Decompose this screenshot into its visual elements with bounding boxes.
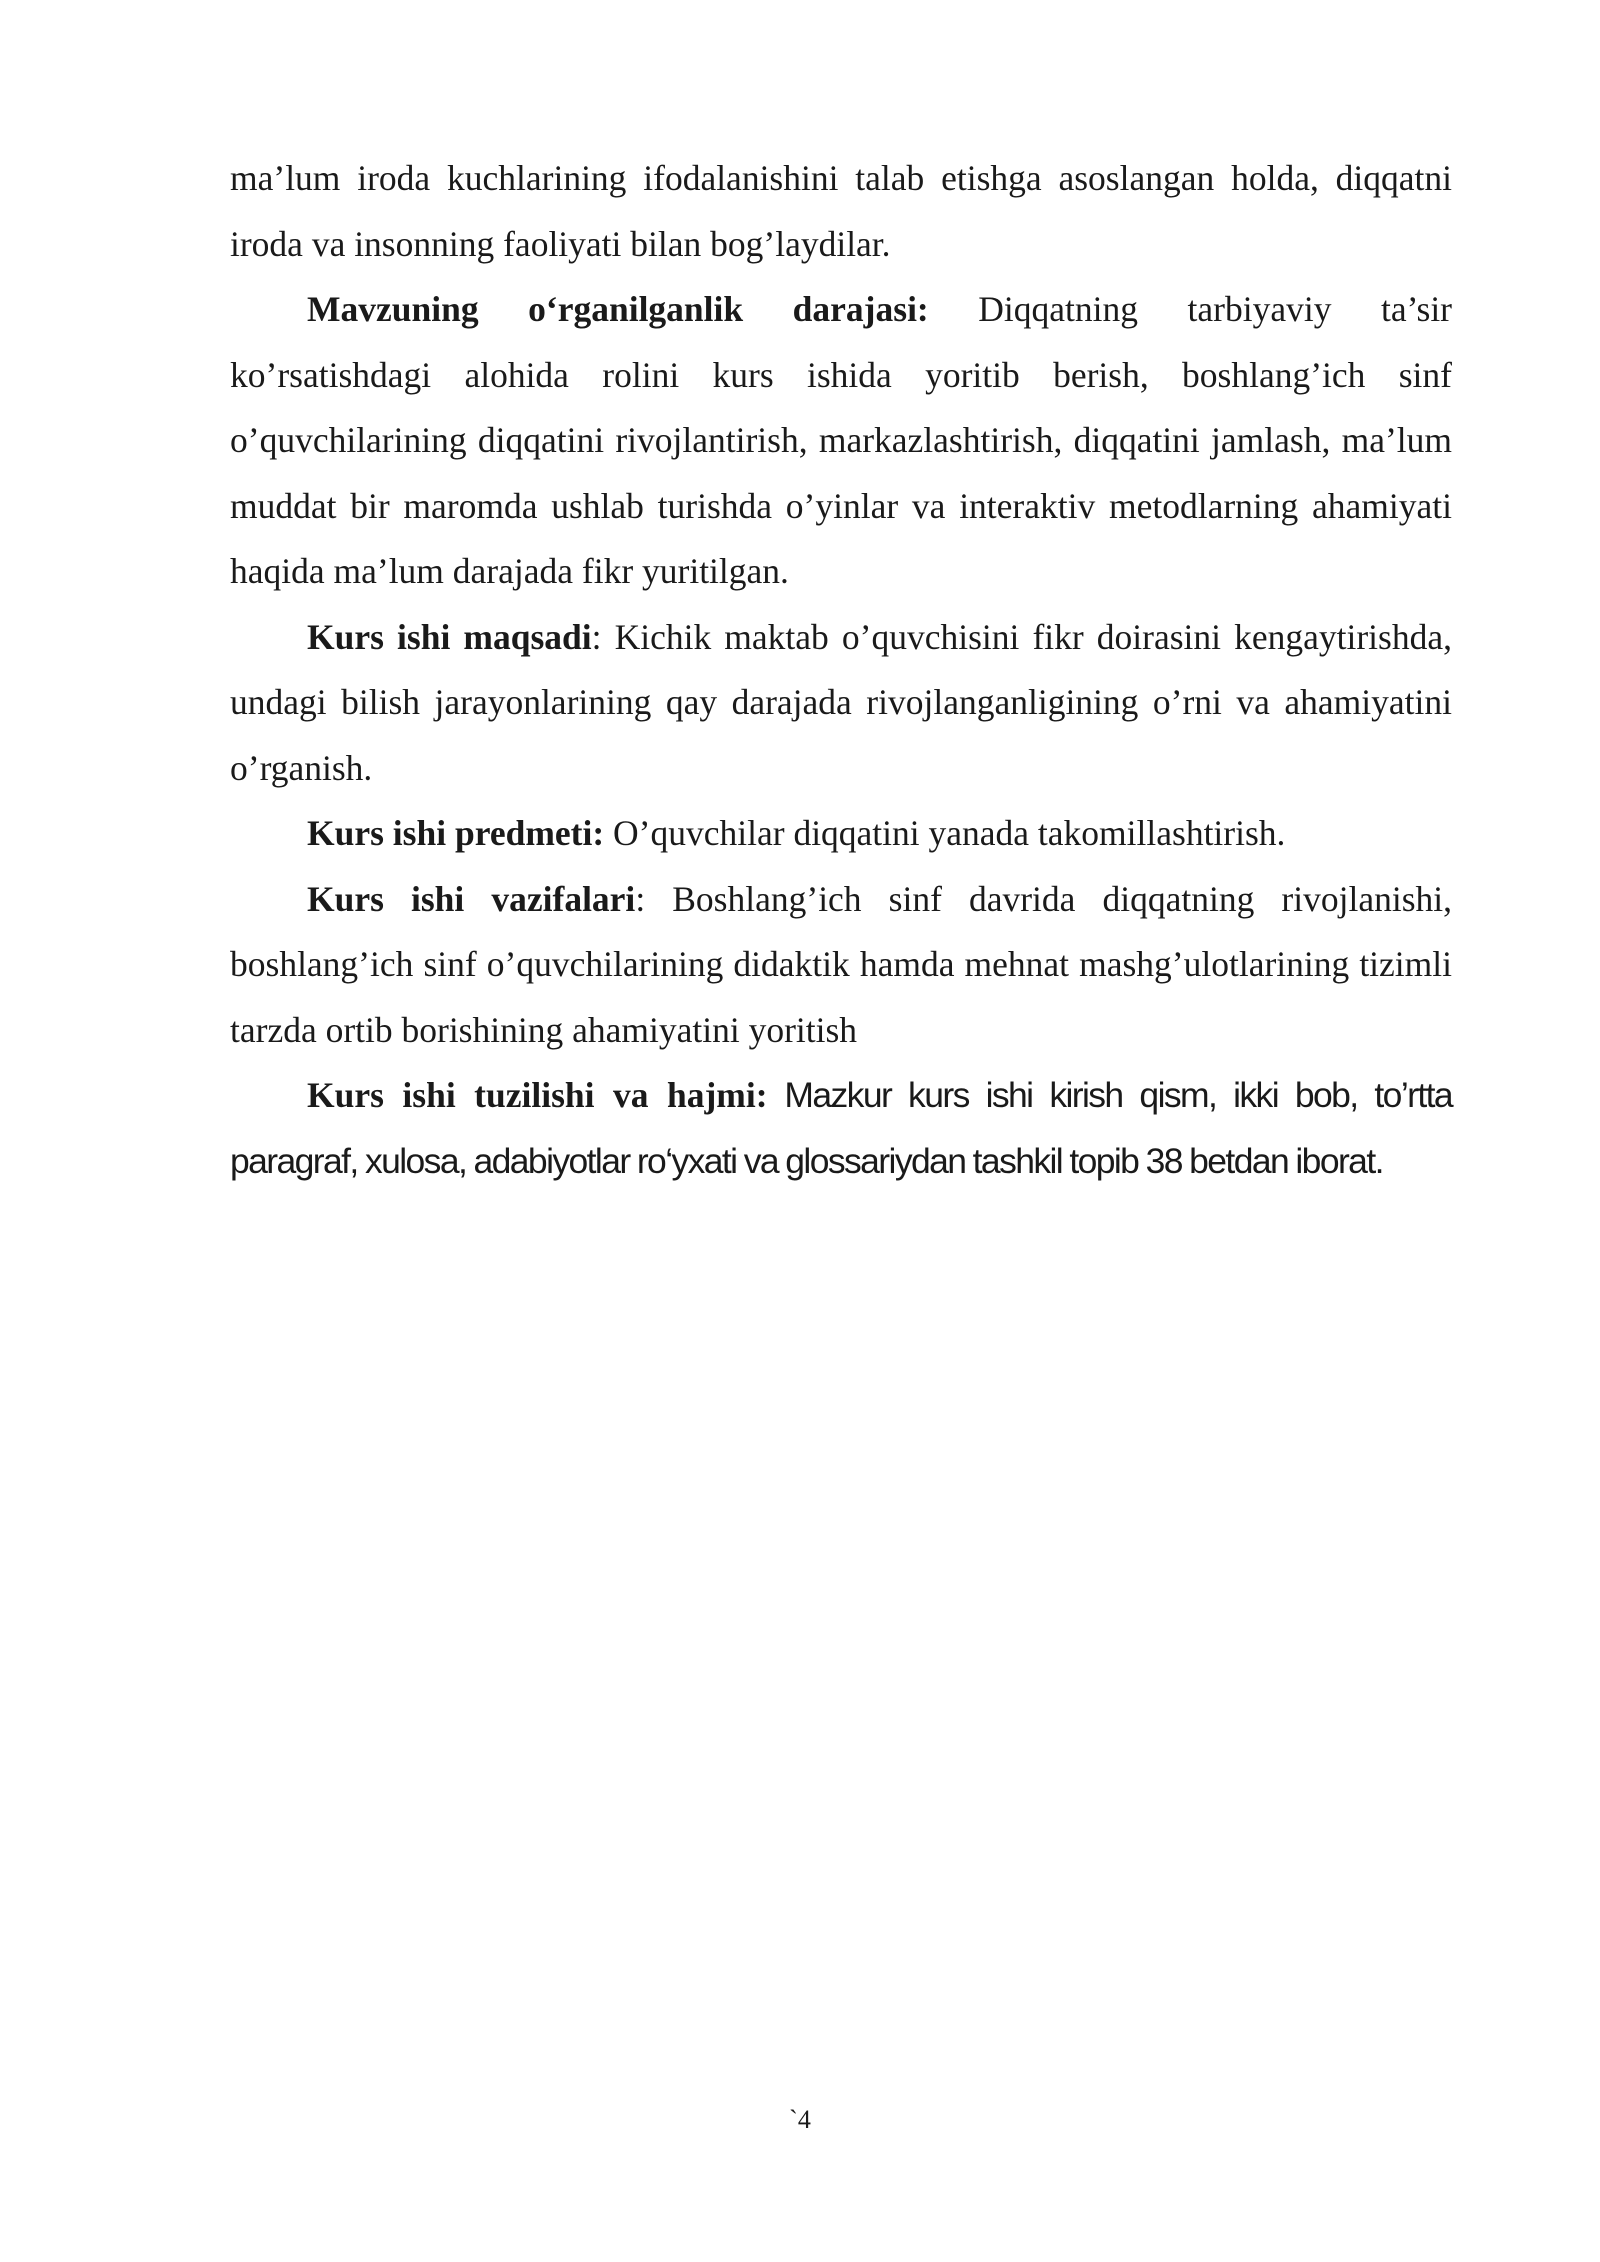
paragraph-text: : Boshlang’ich sinf davrida diqqatning rivojlanishi, boshlang’ich sinf o’quvchilarining didaktik hamda mehnat mashg’ulotlarining tizimli tarzda ortib borishining ahamiyatini yoritish (230, 878, 1453, 1050)
paragraph-aim (230, 605, 1452, 802)
paragraph-lead: Kurs ishi tuzilishi va hajmi: (307, 1075, 768, 1115)
paragraph-lead: Kurs ishi vazifalari (307, 878, 636, 919)
paragraph-text: Diqqatning tarbiyaviy ta’sir ko’rsatishdagi alohida rolini kurs ishida yoritib berish, boshlang’ich sinf o’quvchilarining diqqatini rivojlantirish, markazlashtirish, diqqatini jamlash, ma’lum muddat bir maromda ushlab turishda o’yinlar va interaktiv metodlarning ahamiyati haqida ma’lum darajada fikr yuritilgan. (230, 289, 1452, 591)
paragraph-lead: Kurs ishi predmeti: (307, 813, 605, 853)
paragraph-structure (230, 1063, 1452, 1194)
page-body (230, 146, 1452, 1194)
paragraph-text: O’quvchilar diqqatini yanada takomillashtirish. (604, 813, 1286, 853)
paragraph-subject (230, 801, 1452, 867)
paragraph-intro-continuation (230, 146, 1452, 277)
paragraph-text: Mazkur kurs ishi kirish qism, ikki bob, to’rtta paragraf, xulosa, adabiyotlar ro‘yxati va glossariydan tashkil topib 38 betdan iborat. (230, 1075, 1453, 1181)
paragraph-text: ma’lum iroda kuchlarining ifodalanishini talab etishga asoslangan holda, diqqatni iroda va insonning faoliyati bilan bog’laydilar. (230, 158, 1452, 264)
paragraph-study-degree (230, 277, 1452, 605)
page-number: `4 (789, 2105, 811, 2134)
paragraph-lead: Mavzuning o‘rganilganlik darajasi: (307, 289, 929, 329)
paragraph-text: : Kichik maktab o’quvchisini fikr doirasini kengaytirishda, undagi bilish jarayonlarining qay darajada rivojlanganligining o’rni va ahamiyatini o’rganish. (230, 616, 1452, 788)
paragraph-lead: Kurs ishi maqsadi (307, 616, 592, 657)
paragraph-tasks (230, 867, 1452, 1064)
